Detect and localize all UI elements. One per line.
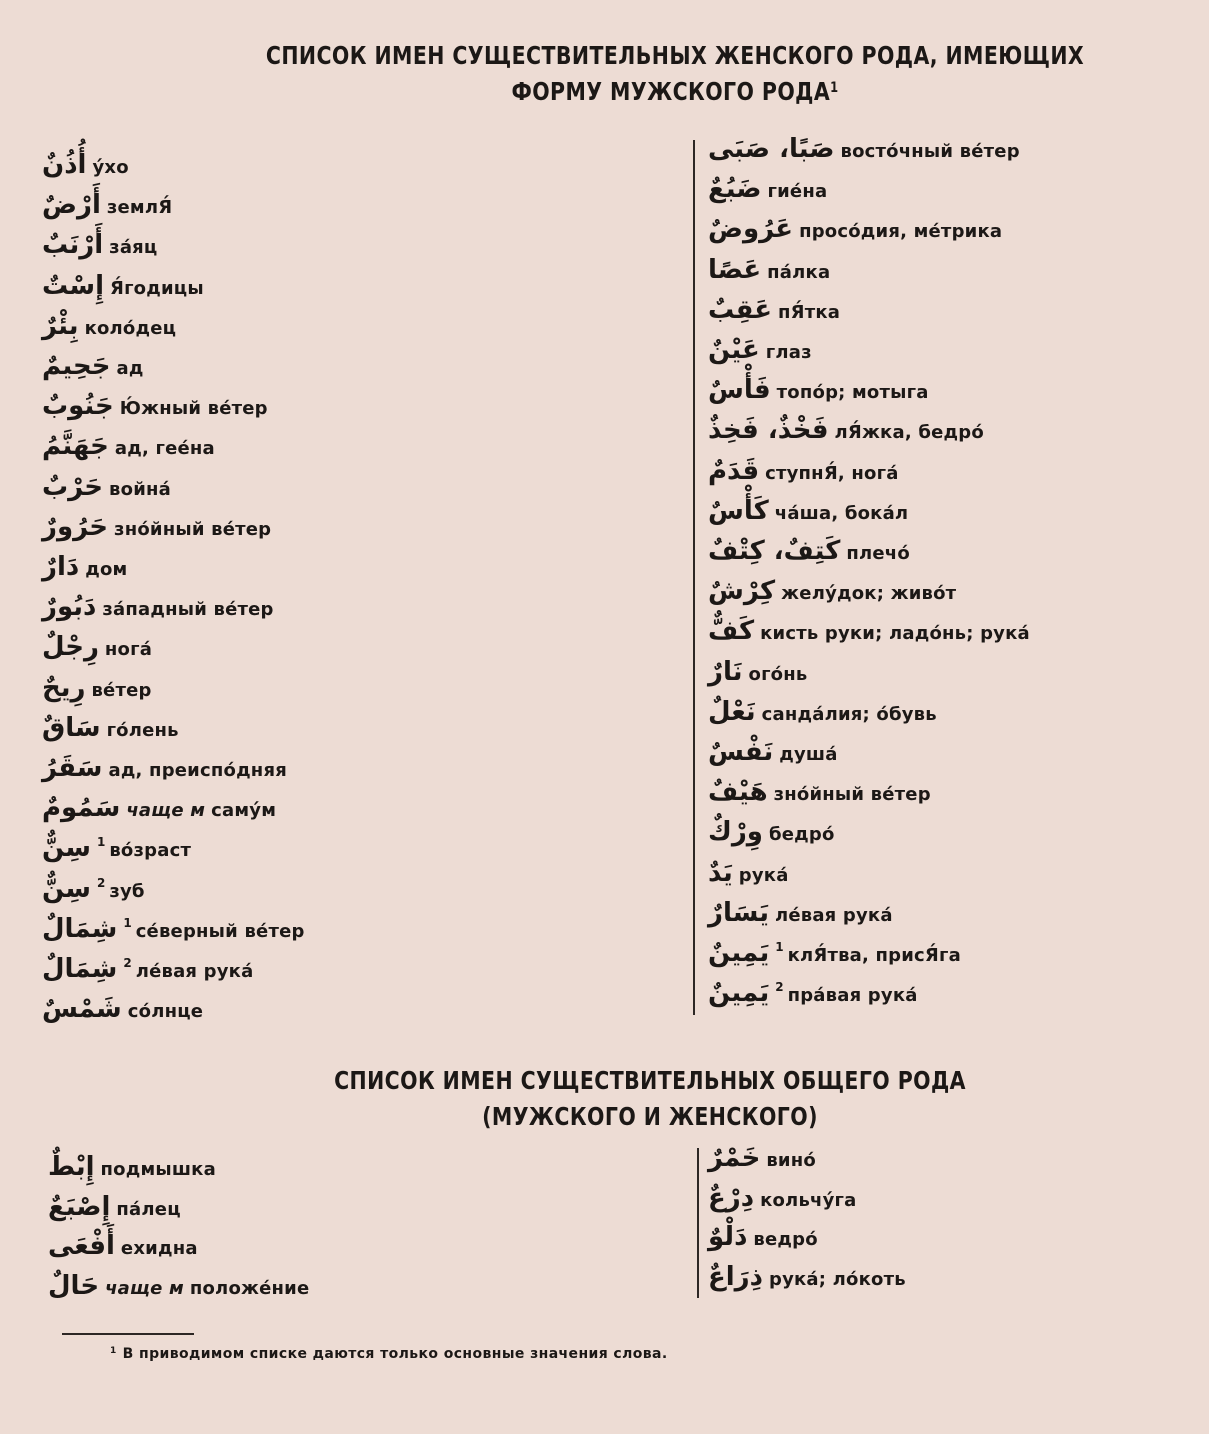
translation-text: вéтер <box>91 679 152 701</box>
dictionary-entry <box>42 431 215 461</box>
arabic-word: يَمِينٌ <box>708 938 770 968</box>
dictionary-entry <box>42 874 145 904</box>
homonym-index: 1 <box>775 940 784 954</box>
russian-translation <box>114 519 271 540</box>
dictionary-entry <box>708 898 893 928</box>
translation-text: ногá <box>104 639 153 661</box>
russian-translation <box>120 398 268 419</box>
arabic-word: دَارٌ <box>42 552 80 582</box>
translation-text: ýхо <box>92 157 129 178</box>
section1-title-footnote-marker: 1 <box>830 80 839 96</box>
russian-translation <box>769 1269 906 1290</box>
russian-translation <box>781 583 956 604</box>
russian-translation <box>775 905 893 926</box>
homonym-index: 2 <box>96 875 106 890</box>
russian-translation <box>136 921 305 942</box>
russian-translation <box>116 358 143 379</box>
dictionary-entry <box>42 914 305 944</box>
russian-translation <box>777 382 929 403</box>
dictionary-entry <box>42 472 171 502</box>
translation-text: ад <box>116 358 144 379</box>
translation-text: зуб <box>109 880 145 902</box>
dictionary-entry <box>708 1143 816 1173</box>
section1-title-line1: СПИСОК ИМЕН СУЩЕСТВИТЕЛЬНЫХ ЖЕНСКОГО РОДА, ИМЕЮЩИХ <box>265 41 1085 70</box>
russian-translation <box>788 985 918 1006</box>
arabic-word: جَحِيمٌ <box>42 351 111 381</box>
translation-text: глаз <box>765 342 812 363</box>
arabic-word: كَفٌّ <box>708 616 755 647</box>
translation-text: подмышка <box>100 1159 216 1180</box>
translation-text: дом <box>85 559 128 580</box>
translation-text: бедрó <box>768 824 835 846</box>
column-divider-2 <box>697 1148 699 1298</box>
dictionary-entry <box>708 978 918 1008</box>
dictionary-entry <box>708 657 807 687</box>
translation-text: вóзраст <box>109 840 192 862</box>
translation-text: топóр; мотыга <box>776 382 929 404</box>
arabic-word: أَفْعَى <box>48 1231 115 1261</box>
russian-translation <box>136 961 254 982</box>
russian-translation <box>101 1159 216 1180</box>
usage-note: чаще м <box>105 1277 184 1299</box>
arabic-word: قَدَمٌ <box>708 455 760 486</box>
translation-text: пáлка <box>767 261 831 283</box>
russian-translation <box>753 1229 817 1250</box>
arabic-word: خَمْرٌ <box>708 1143 761 1173</box>
dictionary-entry <box>708 335 812 365</box>
russian-translation <box>762 704 937 725</box>
dictionary-entry <box>708 817 835 847</box>
russian-translation <box>799 221 1002 242</box>
russian-translation <box>769 824 835 845</box>
section1-title-line2: ФОРМУ МУЖСКОГО РОДА <box>511 77 831 106</box>
russian-translation <box>767 262 830 283</box>
russian-translation <box>108 760 287 781</box>
homonym-index: 2 <box>775 980 784 995</box>
dictionary-entry <box>42 833 191 863</box>
translation-text: кисть руки; ладóнь; рукá <box>760 623 1030 645</box>
russian-translation <box>778 302 840 323</box>
usage-note: чаще м <box>126 800 206 822</box>
dictionary-entry <box>708 375 929 405</box>
translation-text: пЯ́тка <box>778 301 841 323</box>
russian-translation <box>835 422 984 443</box>
russian-translation <box>788 945 961 966</box>
dictionary-entry <box>42 713 179 743</box>
russian-translation <box>115 438 215 459</box>
russian-translation <box>840 141 1019 162</box>
dictionary-entry <box>708 214 1002 244</box>
translation-text: самýм <box>211 800 277 822</box>
arabic-word: كِرْشٌ <box>708 576 776 607</box>
dictionary-entry <box>42 552 127 582</box>
dictionary-entry <box>42 753 287 783</box>
arabic-word: نَعْلٌ <box>708 696 756 727</box>
dictionary-entry <box>48 1192 181 1222</box>
dictionary-entry <box>708 536 910 566</box>
dictionary-entry <box>708 496 908 526</box>
dictionary-entry <box>708 1183 856 1213</box>
translation-text: огóнь <box>748 663 808 685</box>
russian-translation <box>85 318 177 339</box>
arabic-word: وِرْكٌ <box>708 817 763 848</box>
translation-text: сóлнце <box>127 1001 204 1023</box>
translation-text: ведрó <box>753 1229 818 1250</box>
dictionary-entry <box>708 938 961 968</box>
dictionary-entry <box>708 616 1030 646</box>
translation-text: винó <box>766 1150 816 1171</box>
russian-translation <box>107 720 179 741</box>
arabic-word: إِصْبَعٌ <box>48 1191 111 1222</box>
section2-title <box>215 1063 1084 1135</box>
arabic-word: شِمَالٌ <box>42 954 118 984</box>
russian-translation <box>760 623 1030 644</box>
dictionary-entry <box>708 174 827 204</box>
arabic-word: أَرْنَبٌ <box>42 230 104 261</box>
russian-translation <box>109 237 157 258</box>
arabic-word: إِبْطٌ <box>48 1152 95 1182</box>
russian-translation <box>749 664 808 685</box>
translation-text: плечó <box>846 543 910 564</box>
translation-text: ад, преиспóдняя <box>108 760 287 781</box>
russian-translation <box>768 181 828 202</box>
dictionary-entry <box>42 994 203 1024</box>
russian-translation <box>779 744 837 765</box>
translation-text: пáлец <box>116 1198 181 1220</box>
dictionary-entry <box>42 311 176 341</box>
russian-translation <box>775 503 909 524</box>
arabic-word: أَرْضٌ <box>42 190 101 221</box>
dictionary-entry <box>708 1262 906 1292</box>
translation-text: гиéна <box>767 181 828 203</box>
translation-text: душá <box>779 744 838 765</box>
arabic-word: جَهَنَّمُ <box>42 431 109 462</box>
translation-text: зáяц <box>109 237 158 259</box>
dictionary-entry <box>708 737 838 767</box>
dictionary-entry <box>42 150 129 180</box>
arabic-word: كَأْسٌ <box>708 495 769 526</box>
translation-text: кольчýга <box>760 1189 857 1211</box>
section1-title <box>204 38 1147 110</box>
section1-title-line2-wrap <box>204 74 1147 110</box>
arabic-word: كَتِفٌ، كِتْفٌ <box>708 536 841 566</box>
arabic-word: جَنُوبٌ <box>42 391 114 422</box>
russian-translation <box>760 1190 856 1211</box>
translation-text: рукá <box>738 864 789 886</box>
arabic-word: نَارٌ <box>708 656 743 687</box>
section2-title-line1: СПИСОК ИМЕН СУЩЕСТВИТЕЛЬНЫХ ОБЩЕГО РОДА <box>334 1066 966 1095</box>
arabic-word: عَصًا <box>708 254 762 285</box>
arabic-word: دِرْعٌ <box>708 1182 755 1213</box>
russian-translation <box>739 865 789 886</box>
column-divider-1 <box>693 140 695 1015</box>
translation-text: желýдок; живóт <box>781 583 957 605</box>
dictionary-entry <box>48 1152 216 1182</box>
translation-text: Я́годицы <box>110 277 204 299</box>
dictionary-entry <box>42 512 271 542</box>
dictionary-entry <box>42 190 172 220</box>
arabic-word: إِسْتٌ <box>42 270 105 301</box>
translation-text: сéверный вéтер <box>135 920 305 942</box>
dictionary-entry <box>42 391 268 421</box>
russian-translation <box>105 1278 309 1299</box>
arabic-word: فَخْذٌ، فَخِذٌ <box>708 415 829 446</box>
dictionary-entry <box>708 858 789 888</box>
dictionary-entry <box>708 576 956 606</box>
arabic-word: هَيْفٌ <box>708 777 768 808</box>
russian-translation <box>102 599 273 620</box>
dictionary-entry <box>42 793 276 823</box>
russian-translation <box>109 840 191 861</box>
dictionary-entry <box>48 1231 198 1261</box>
translation-text: ехидна <box>120 1238 198 1259</box>
translation-text: востóчный вéтер <box>840 141 1020 162</box>
dictionary-entry <box>42 592 274 622</box>
arabic-word: صَبًا، صَبَى <box>708 134 835 164</box>
russian-translation <box>126 800 276 821</box>
dictionary-entry <box>42 954 253 984</box>
dictionary-entry <box>42 673 152 703</box>
arabic-word: حَرْبٌ <box>42 471 104 502</box>
arabic-word: عَيْنٌ <box>708 335 760 365</box>
footnote <box>110 1346 668 1362</box>
arabic-word: عَقِبٌ <box>708 294 772 325</box>
translation-text: прáвая рукá <box>787 985 918 1007</box>
russian-translation <box>121 1238 198 1259</box>
translation-text: колóдец <box>84 317 177 339</box>
footnote-marker: 1 <box>110 1346 117 1356</box>
russian-translation <box>774 784 931 805</box>
russian-translation <box>846 543 910 564</box>
arabic-word: بِئْرٌ <box>42 310 79 341</box>
translation-text: лéвая рукá <box>774 904 893 926</box>
homonym-index: 2 <box>123 956 132 970</box>
translation-text: войнá <box>109 478 171 500</box>
arabic-word: يَدٌ <box>708 857 733 888</box>
translation-text: ад, геéна <box>114 438 215 460</box>
russian-translation <box>92 157 128 178</box>
russian-translation <box>766 342 812 363</box>
arabic-word: ضَبُعٌ <box>708 174 762 205</box>
arabic-word: شِمَالٌ <box>42 913 118 944</box>
arabic-word: عَرُوضٌ <box>708 214 794 245</box>
translation-text: знóйный вéтер <box>773 784 931 806</box>
russian-translation <box>109 479 171 500</box>
arabic-word: شَمْسٌ <box>42 994 122 1025</box>
dictionary-entry <box>708 255 830 285</box>
translation-text: сандáлия; óбувь <box>761 703 937 725</box>
dictionary-entry <box>708 697 937 727</box>
russian-translation <box>765 463 898 484</box>
dictionary-entry <box>42 351 144 381</box>
footnote-rule <box>62 1333 194 1335</box>
translation-text: положéние <box>189 1277 310 1299</box>
dictionary-entry <box>708 456 899 486</box>
section2-title-line2: (МУЖСКОГО И ЖЕНСКОГО) <box>482 1102 818 1131</box>
arabic-word: نَفْسٌ <box>708 737 774 767</box>
russian-translation <box>85 559 127 580</box>
translation-text: лéвая рукá <box>135 961 254 982</box>
russian-translation <box>107 197 172 218</box>
arabic-word: يَمِينٌ <box>708 978 770 1009</box>
translation-text: просóдия, мéтрика <box>799 221 1003 243</box>
russian-translation <box>128 1001 203 1022</box>
translation-text: чáша, бокáл <box>774 502 909 524</box>
arabic-word: حَرُورٌ <box>42 511 109 542</box>
translation-text: клЯ́тва, присЯ́га <box>787 945 961 966</box>
russian-translation <box>109 881 144 902</box>
arabic-word: فَأْسٌ <box>708 375 771 406</box>
russian-translation <box>105 639 152 660</box>
translation-text: рукá; лóкоть <box>768 1268 906 1290</box>
arabic-word: يَسَارٌ <box>708 897 769 928</box>
translation-text: гóлень <box>106 719 179 741</box>
dictionary-entry <box>708 777 931 807</box>
arabic-word: سَقَرُ <box>42 753 103 783</box>
arabic-word: رِجْلٌ <box>42 632 99 663</box>
russian-translation <box>110 278 204 299</box>
dictionary-entry <box>708 295 840 325</box>
dictionary-entry <box>48 1271 309 1301</box>
russian-translation <box>91 680 151 701</box>
arabic-word: أُذُنٌ <box>42 150 87 180</box>
arabic-word: ذِرَاعٌ <box>708 1261 763 1292</box>
arabic-word: دَبُورٌ <box>42 592 97 623</box>
arabic-word: حَالٌ <box>48 1270 100 1301</box>
homonym-index: 1 <box>123 915 132 930</box>
dictionary-entry <box>708 415 984 445</box>
footnote-text: В приводимом списке даются только основные значения слова. <box>122 1346 668 1362</box>
translation-text: лЯ́жка, бедрó <box>834 422 984 444</box>
translation-text: зáпадный вéтер <box>102 599 274 621</box>
translation-text: ступнЯ́, ногá <box>765 462 899 484</box>
arabic-word: سَمُومٌ <box>42 793 121 824</box>
dictionary-entry <box>42 271 204 301</box>
dictionary-entry <box>708 1222 818 1252</box>
arabic-word: سِنٌّ <box>42 873 91 904</box>
arabic-word: سَاقٌ <box>42 712 101 743</box>
translation-text: знóйный вéтер <box>114 518 272 540</box>
translation-text: Ю́жный вéтер <box>119 398 268 420</box>
translation-text: землЯ́ <box>106 197 173 219</box>
arabic-word: رِيحٌ <box>42 672 86 703</box>
arabic-word: دَلْوٌ <box>708 1222 748 1252</box>
russian-translation <box>116 1199 180 1220</box>
dictionary-entry <box>42 230 157 260</box>
dictionary-entry <box>42 632 152 662</box>
homonym-index: 1 <box>96 835 106 850</box>
russian-translation <box>766 1150 816 1171</box>
dictionary-entry <box>708 134 1020 164</box>
arabic-word: سِنٌّ <box>42 833 91 864</box>
